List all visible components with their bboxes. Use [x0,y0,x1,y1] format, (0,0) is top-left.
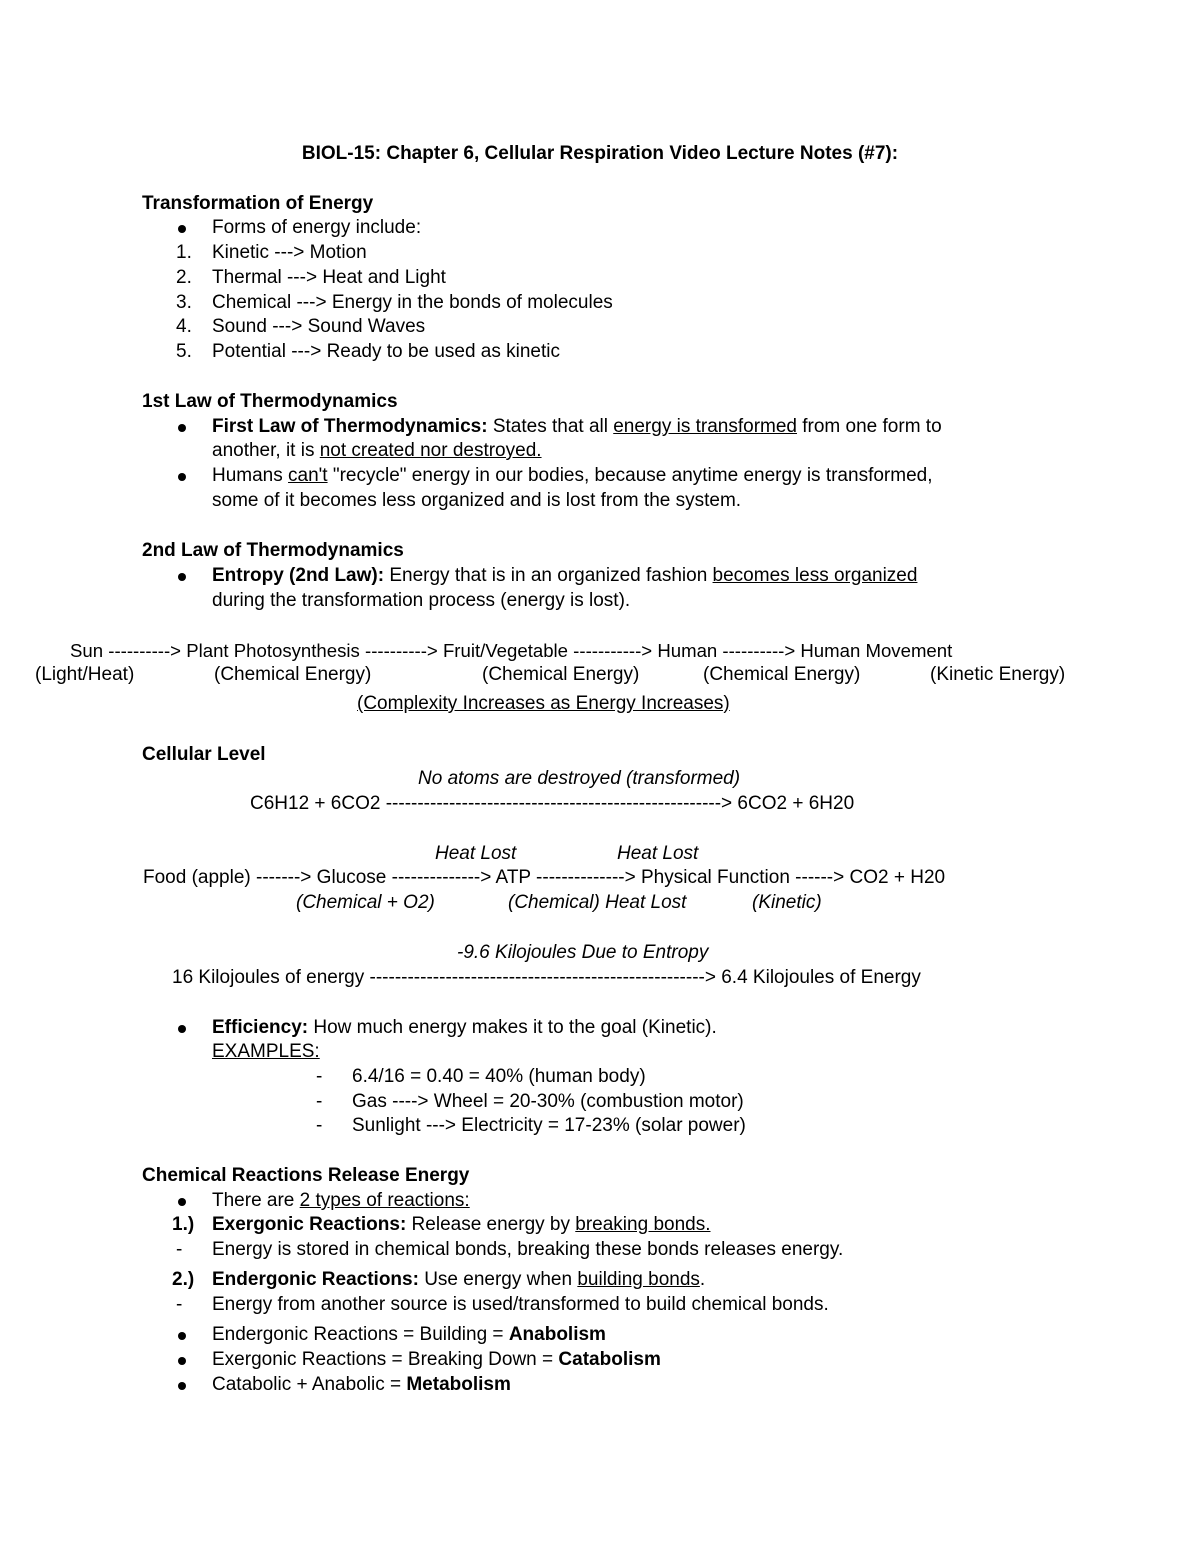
chain-label: (Chemical Energy) [214,664,372,685]
atoms-note: No atoms are destroyed (transformed) [418,768,741,789]
example-item: 6.4/16 = 0.40 = 40% (human body) [352,1066,646,1087]
text-run: Use energy when [418,1269,578,1290]
chain-label: (Kinetic Energy) [930,664,1066,685]
chain-label: (Chemical Energy) [703,664,861,685]
list-number: 1. [176,242,192,263]
text-run: Exergonic Reactions = Breaking Down = [212,1349,559,1370]
bullet-icon [178,1357,186,1365]
chain-label: (Chemical Energy) [482,664,640,685]
example-item: Gas ----> Wheel = 20-30% (combustion motor) [352,1091,744,1112]
list-number: 2.) [172,1269,195,1290]
term-label: Anabolism [508,1324,606,1345]
list-item: Chemical ---> Energy in the bonds of molecules [212,292,613,313]
text-run: There are [212,1190,300,1211]
bullet-icon [178,424,186,432]
bullet-icon [178,1382,186,1390]
food-sublabel: (Chemical) Heat Lost [508,892,687,913]
section-heading-transformation: Transformation of Energy [142,193,374,214]
list-item: Kinetic ---> Motion [212,242,367,263]
list-item: Energy is stored in chemical bonds, breaking these bonds releases energy. [212,1239,844,1260]
text-run: Energy that is in an organized fashion [384,565,713,586]
text-run: Humans [212,465,289,486]
text-run: Release energy by [406,1214,576,1235]
food-chain: Food (apple) -------> Glucose --------------> ATP --------------> Physical Function ------> CO2 + H20 [143,867,946,888]
list-item [212,564,917,589]
dash-marker: - [176,1239,183,1260]
list-item-continuation: during the transformation process (energy is lost). [212,590,631,611]
page-title: BIOL-15: Chapter 6, Cellular Respiration Video Lecture Notes (#7): [301,143,899,164]
text-run: States that all [487,416,614,437]
kilojoules-line: 16 Kilojoules of energy -----------------------------------------------------> 6.4 Kilojoules of Energy [172,967,921,988]
text-run: "recycle" energy in our bodies, because anytime energy is transformed, [327,465,933,486]
section-heading-first-law: 1st Law of Thermodynamics [142,391,398,412]
list-item [212,1189,470,1214]
text-run: from one form to [796,416,942,437]
list-item [212,1268,705,1293]
text-run: Catabolic + Anabolic = [212,1374,407,1395]
bullet-icon [178,473,186,481]
chain-label: (Light/Heat) [35,664,135,685]
section-heading-cellular: Cellular Level [142,744,266,765]
list-item [212,1323,606,1348]
list-item [212,1348,661,1373]
list-item [212,1373,511,1398]
list-item: Sound ---> Sound Waves [212,316,426,337]
examples-label: EXAMPLES: [212,1041,320,1062]
list-item [212,415,942,440]
list-item [212,464,932,489]
underlined-text: breaking bonds. [575,1214,711,1235]
energy-chain: Sun ----------> Plant Photosynthesis ----------> Fruit/Vegetable -----------> Human ----------> Human Movement [70,640,953,661]
example-item: Sunlight ---> Electricity = 17-23% (solar power) [352,1115,746,1136]
bullet-icon [178,1332,186,1340]
dash-marker: - [316,1091,323,1112]
list-item: Forms of energy include: [212,217,422,238]
bullet-icon [178,1198,186,1206]
term-label: Exergonic Reactions: [212,1214,407,1235]
list-number: 4. [176,316,192,337]
text-run: another, it is [212,440,320,461]
underlined-text: energy is transformed [613,416,797,437]
section-heading-second-law: 2nd Law of Thermodynamics [142,540,404,561]
list-number: 1.) [172,1214,195,1235]
underlined-text: building bonds [577,1269,700,1290]
section-heading-reactions: Chemical Reactions Release Energy [142,1165,470,1186]
equation: C6H12 + 6CO2 -----------------------------------------------------> 6CO2 + 6H20 [250,793,855,814]
list-item: Potential ---> Ready to be used as kinetic [212,341,560,362]
dash-marker: - [316,1115,323,1136]
term-label: Catabolism [558,1349,661,1370]
term-label: Endergonic Reactions: [212,1269,419,1290]
list-item [212,1016,717,1041]
text-run: Endergonic Reactions = Building = [212,1324,509,1345]
bullet-icon [178,573,186,581]
term-label: Metabolism [406,1374,511,1395]
list-number: 5. [176,341,192,362]
list-item: Thermal ---> Heat and Light [212,267,446,288]
heat-lost-label: Heat Lost [435,843,517,864]
underlined-text: becomes less organized [712,565,918,586]
term-label: Entropy (2nd Law): [212,565,385,586]
complexity-note: (Complexity Increases as Energy Increases) [357,693,730,714]
list-number: 3. [176,292,192,313]
term-label: First Law of Thermodynamics: [212,416,488,437]
food-sublabel: (Chemical + O2) [296,892,435,913]
list-number: 2. [176,267,192,288]
text-run: . [699,1269,706,1290]
bullet-icon [178,1025,186,1033]
entropy-note: -9.6 Kilojoules Due to Entropy [457,942,709,963]
list-item: Energy from another source is used/transformed to build chemical bonds. [212,1294,829,1315]
dash-marker: - [316,1066,323,1087]
heat-lost-label: Heat Lost [617,843,699,864]
underlined-text: 2 types of reactions: [299,1190,470,1211]
underlined-text: can't [288,465,328,486]
dash-marker: - [176,1294,183,1315]
term-label: Efficiency: [212,1017,309,1038]
bullet-icon [178,225,186,233]
list-item [212,1213,711,1238]
underlined-text: not created nor destroyed. [319,440,542,461]
list-item-continuation: some of it becomes less organized and is lost from the system. [212,490,742,511]
list-item-continuation [212,439,542,464]
food-sublabel: (Kinetic) [752,892,822,913]
text-run: How much energy makes it to the goal (Kinetic). [308,1017,717,1038]
